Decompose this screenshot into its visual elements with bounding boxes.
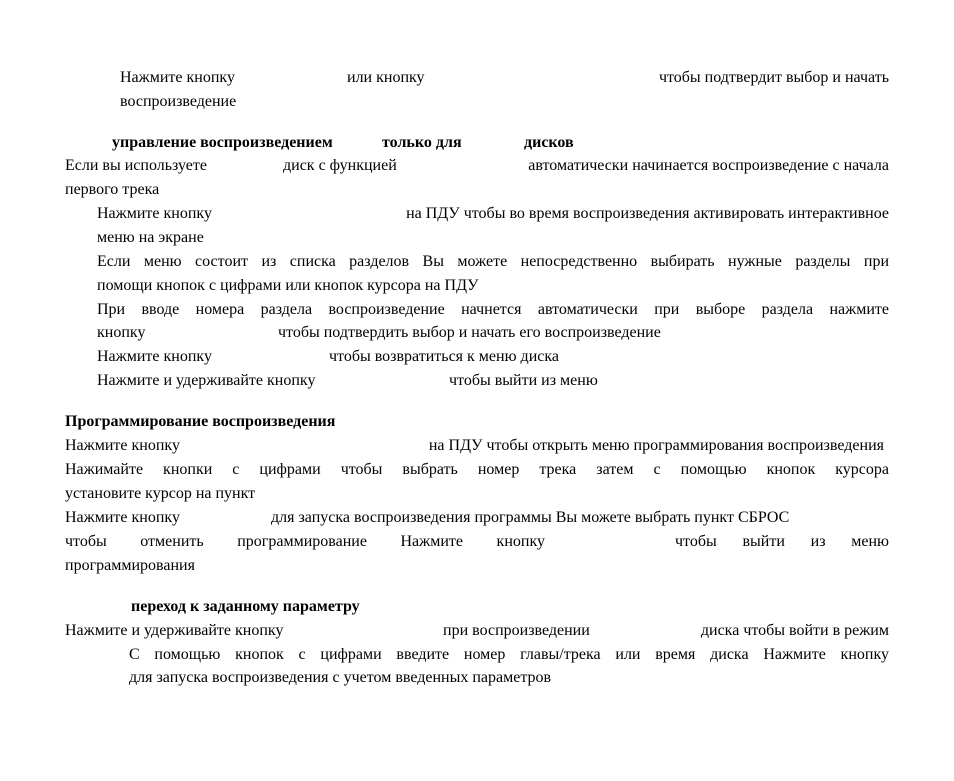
sec2-line4-part1: Нажмите кнопку xyxy=(65,509,180,526)
p1-line1-part2: или кнопку xyxy=(347,69,425,86)
sec3-line1-part2: при воспроизведении xyxy=(443,622,590,639)
sec2-line6: программирования xyxy=(65,557,195,574)
sec1-line9-part2: чтобы возвратиться к меню диска xyxy=(329,348,559,365)
sec3-line3: для запуска воспроизведения с учетом введенных параметров xyxy=(129,669,552,686)
p1-line1-part3: чтобы подтвердит выбор и начать xyxy=(658,69,889,86)
sec3-line1-part1: Нажмите и удерживайте кнопку xyxy=(65,622,284,639)
p1-line2: воспроизведение xyxy=(120,93,237,110)
sec1-line1-part2: диск с функцией xyxy=(283,157,397,174)
sec1-line3-part2: на ПДУ чтобы во время воспроизведения активировать интерактивное xyxy=(406,205,889,222)
sec1-line2: первого трека xyxy=(65,181,160,198)
sec2-line4-part2: для запуска воспроизведения программы Вы можете выбрать пункт СБРОС xyxy=(271,509,790,526)
sec1-line8-part2: чтобы подтвердить выбор и начать его воспроизведение xyxy=(278,324,661,341)
sec1-line1-part1: Если вы используете xyxy=(65,157,207,174)
sec2-line2: Нажимайте кнопки с цифрами чтобы выбрать номер трека затем с помощью кнопок курсора xyxy=(65,461,889,478)
sec2-line3: установите курсор на пункт xyxy=(65,485,256,502)
section1-heading-part3: дисков xyxy=(524,134,574,151)
sec1-line3-part1: Нажмите кнопку xyxy=(97,205,212,222)
sec1-line10-part1: Нажмите и удерживайте кнопку xyxy=(97,372,316,389)
section3-title: переход к заданному параметру xyxy=(131,598,360,615)
sec3-line2: С помощью кнопок с цифрами введите номер главы/трека или время диска Нажмите кнопку xyxy=(129,646,889,663)
sec1-line4: меню на экране xyxy=(97,229,204,246)
sec1-line8-part1: кнопку xyxy=(97,324,146,341)
section1-heading-part1: управление воспроизведением xyxy=(112,134,333,151)
sec1-line1-part3: автоматически начинается воспроизведение с начала xyxy=(528,157,889,174)
sec1-line6: помощи кнопок с цифрами или кнопок курсора на ПДУ xyxy=(97,277,479,294)
sec1-line7: При вводе номера раздела воспроизведение начнется автоматически при выборе раздела нажмите xyxy=(97,301,889,318)
p1-line1-part1: Нажмите кнопку xyxy=(120,69,235,86)
sec2-line5-part2: чтобы выйти из меню xyxy=(675,533,889,550)
sec2-line1-part1: Нажмите кнопку xyxy=(65,437,180,454)
section2-title: Программирование воспроизведения xyxy=(65,413,336,430)
sec2-line1-part2: на ПДУ чтобы открыть меню программирования воспроизведения xyxy=(428,437,884,454)
section1-heading-part2: только для xyxy=(382,134,462,151)
sec1-line9-part1: Нажмите кнопку xyxy=(97,348,212,365)
sec1-line10-part2: чтобы выйти из меню xyxy=(449,372,598,389)
sec3-line1-part3: диска чтобы войти в режим xyxy=(700,622,889,639)
sec2-line5-part1: чтобы отменить программирование Нажмите кнопку xyxy=(65,533,545,550)
sec1-line5: Если меню состоит из списка разделов Вы можете непосредственно выбирать нужные разделы при xyxy=(97,253,889,270)
